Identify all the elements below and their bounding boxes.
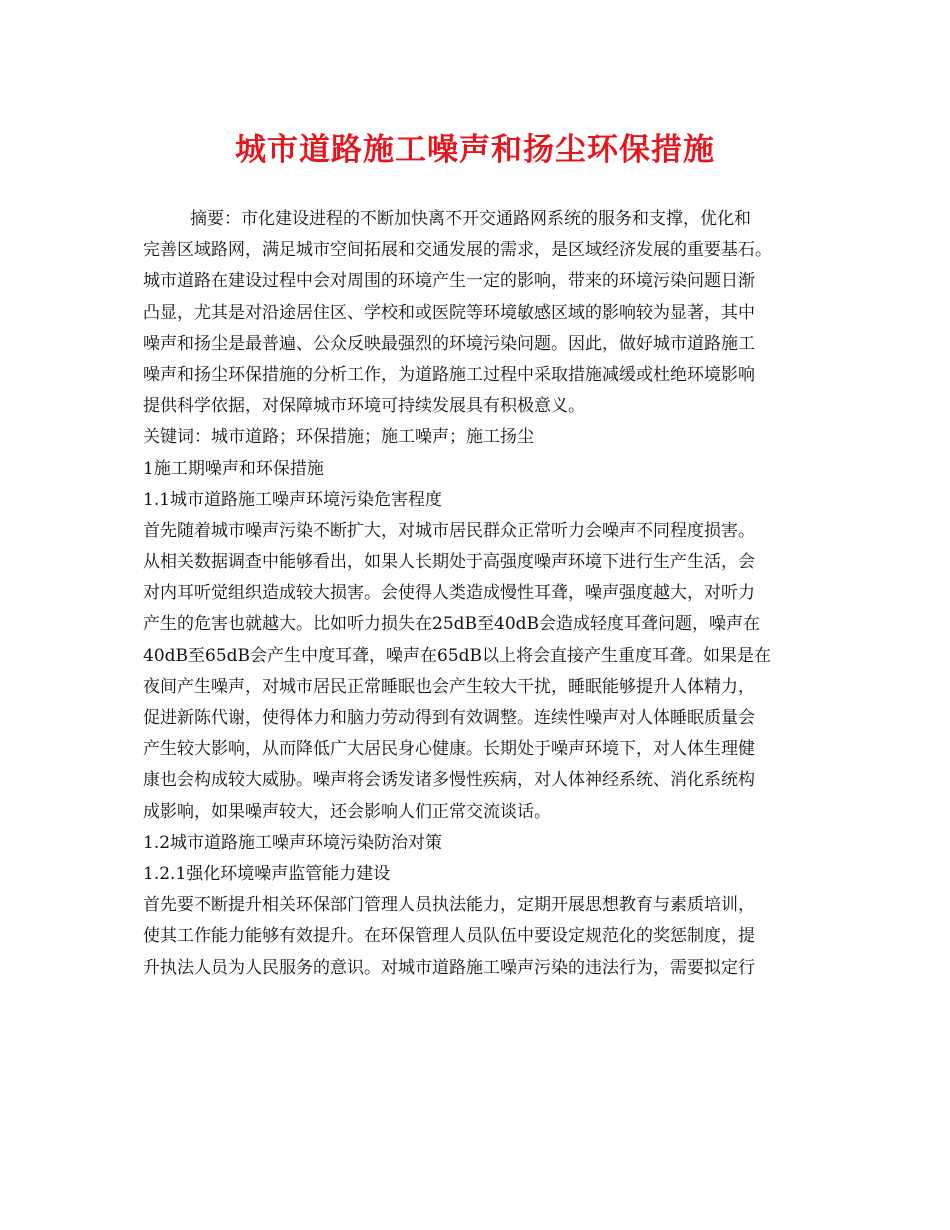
section-heading: 1施工期噪声和环保措施 (143, 458, 324, 479)
paragraph-line: 成影响，如果噪声较大，还会影响人们正常交流谈话。 (143, 801, 551, 822)
paragraph-line: 升执法人员为人民服务的意识。对城市道路施工噪声污染的违法行为，需要拟定行 (143, 957, 755, 978)
abstract-line: 噪声和扬尘环保措施的分析工作，为道路施工过程中采取措施减缓或杜绝环境影响 (143, 364, 755, 385)
subsection-heading: 1.2城市道路施工噪声环境污染防治对策 (143, 832, 443, 853)
paragraph-line: 对内耳听觉组织造成较大损害。会使得人类造成慢性耳聋，噪声强度越大，对听力 (143, 583, 755, 604)
abstract-line: 城市道路在建设过程中会对周围的环境产生一定的影响，带来的环境污染问题日渐 (143, 271, 755, 292)
paragraph-line: 产生较大影响，从而降低广大居民身心健康。长期处于噪声环境下，对人体生理健 (143, 739, 755, 760)
document-body (143, 204, 823, 984)
abstract-line: 完善区域路网，满足城市空间拓展和交通发展的需求，是区域经济发展的重要基石。 (143, 240, 772, 261)
paragraph-line: 首先随着城市噪声污染不断扩大，对城市居民群众正常听力会噪声不同程度损害。 (143, 520, 755, 541)
keywords-line: 关键词：城市道路；环保措施；施工噪声；施工扬尘 (143, 427, 534, 448)
paragraph-line: 促进新陈代谢，使得体力和脑力劳动得到有效调整。连续性噪声对人体睡眠质量会 (143, 708, 755, 728)
paragraph-line: 使其工作能力能够有效提升。在环保管理人员队伍中要设定规范化的奖惩制度，提 (143, 926, 755, 947)
abstract-line: 噪声和扬尘是最普遍、公众反映最强烈的环境污染问题。因此，做好城市道路施工 (143, 333, 755, 354)
document-title: 城市道路施工噪声和扬尘环保措施 (235, 132, 715, 168)
paragraph-line: 产生的危害也就越大。比如听力损失在25dB至40dB会造成轻度耳聋问题，噪声在 (143, 614, 761, 635)
paragraph-line: 首先要不断提升相关环保部门管理人员执法能力，定期开展思想教育与素质培训， (143, 895, 755, 916)
paragraph-line: 夜间产生噪声，对城市居民正常睡眠也会产生较大干扰，睡眠能够提升人体精力， (143, 676, 755, 697)
paragraph-line: 从相关数据调查中能够看出，如果人长期处于高强度噪声环境下进行生产生活，会 (143, 552, 755, 573)
subsubsection-heading: 1.2.1强化环境噪声监管能力建设 (143, 863, 391, 884)
subsection-heading: 1.1城市道路施工噪声环境污染危害程度 (143, 489, 443, 510)
abstract-line: 凸显，尤其是对沿途居住区、学校和或医院等环境敏感区域的影响较为显著，其中 (143, 302, 755, 323)
abstract-line: 摘要：市化建设进程的不断加快离不开交通路网系统的服务和支撑，优化和 (190, 209, 751, 229)
paragraph-line: 康也会构成较大威胁。噪声将会诱发诸多慢性疾病，对人体神经系统、消化系统构 (143, 770, 755, 791)
abstract-line: 提供科学依据，对保障城市环境可持续发展具有积极意义。 (143, 396, 585, 417)
paragraph-line: 40dB至65dB会产生中度耳聋，噪声在65dB以上将会直接产生重度耳聋。如果是在 (143, 645, 772, 666)
